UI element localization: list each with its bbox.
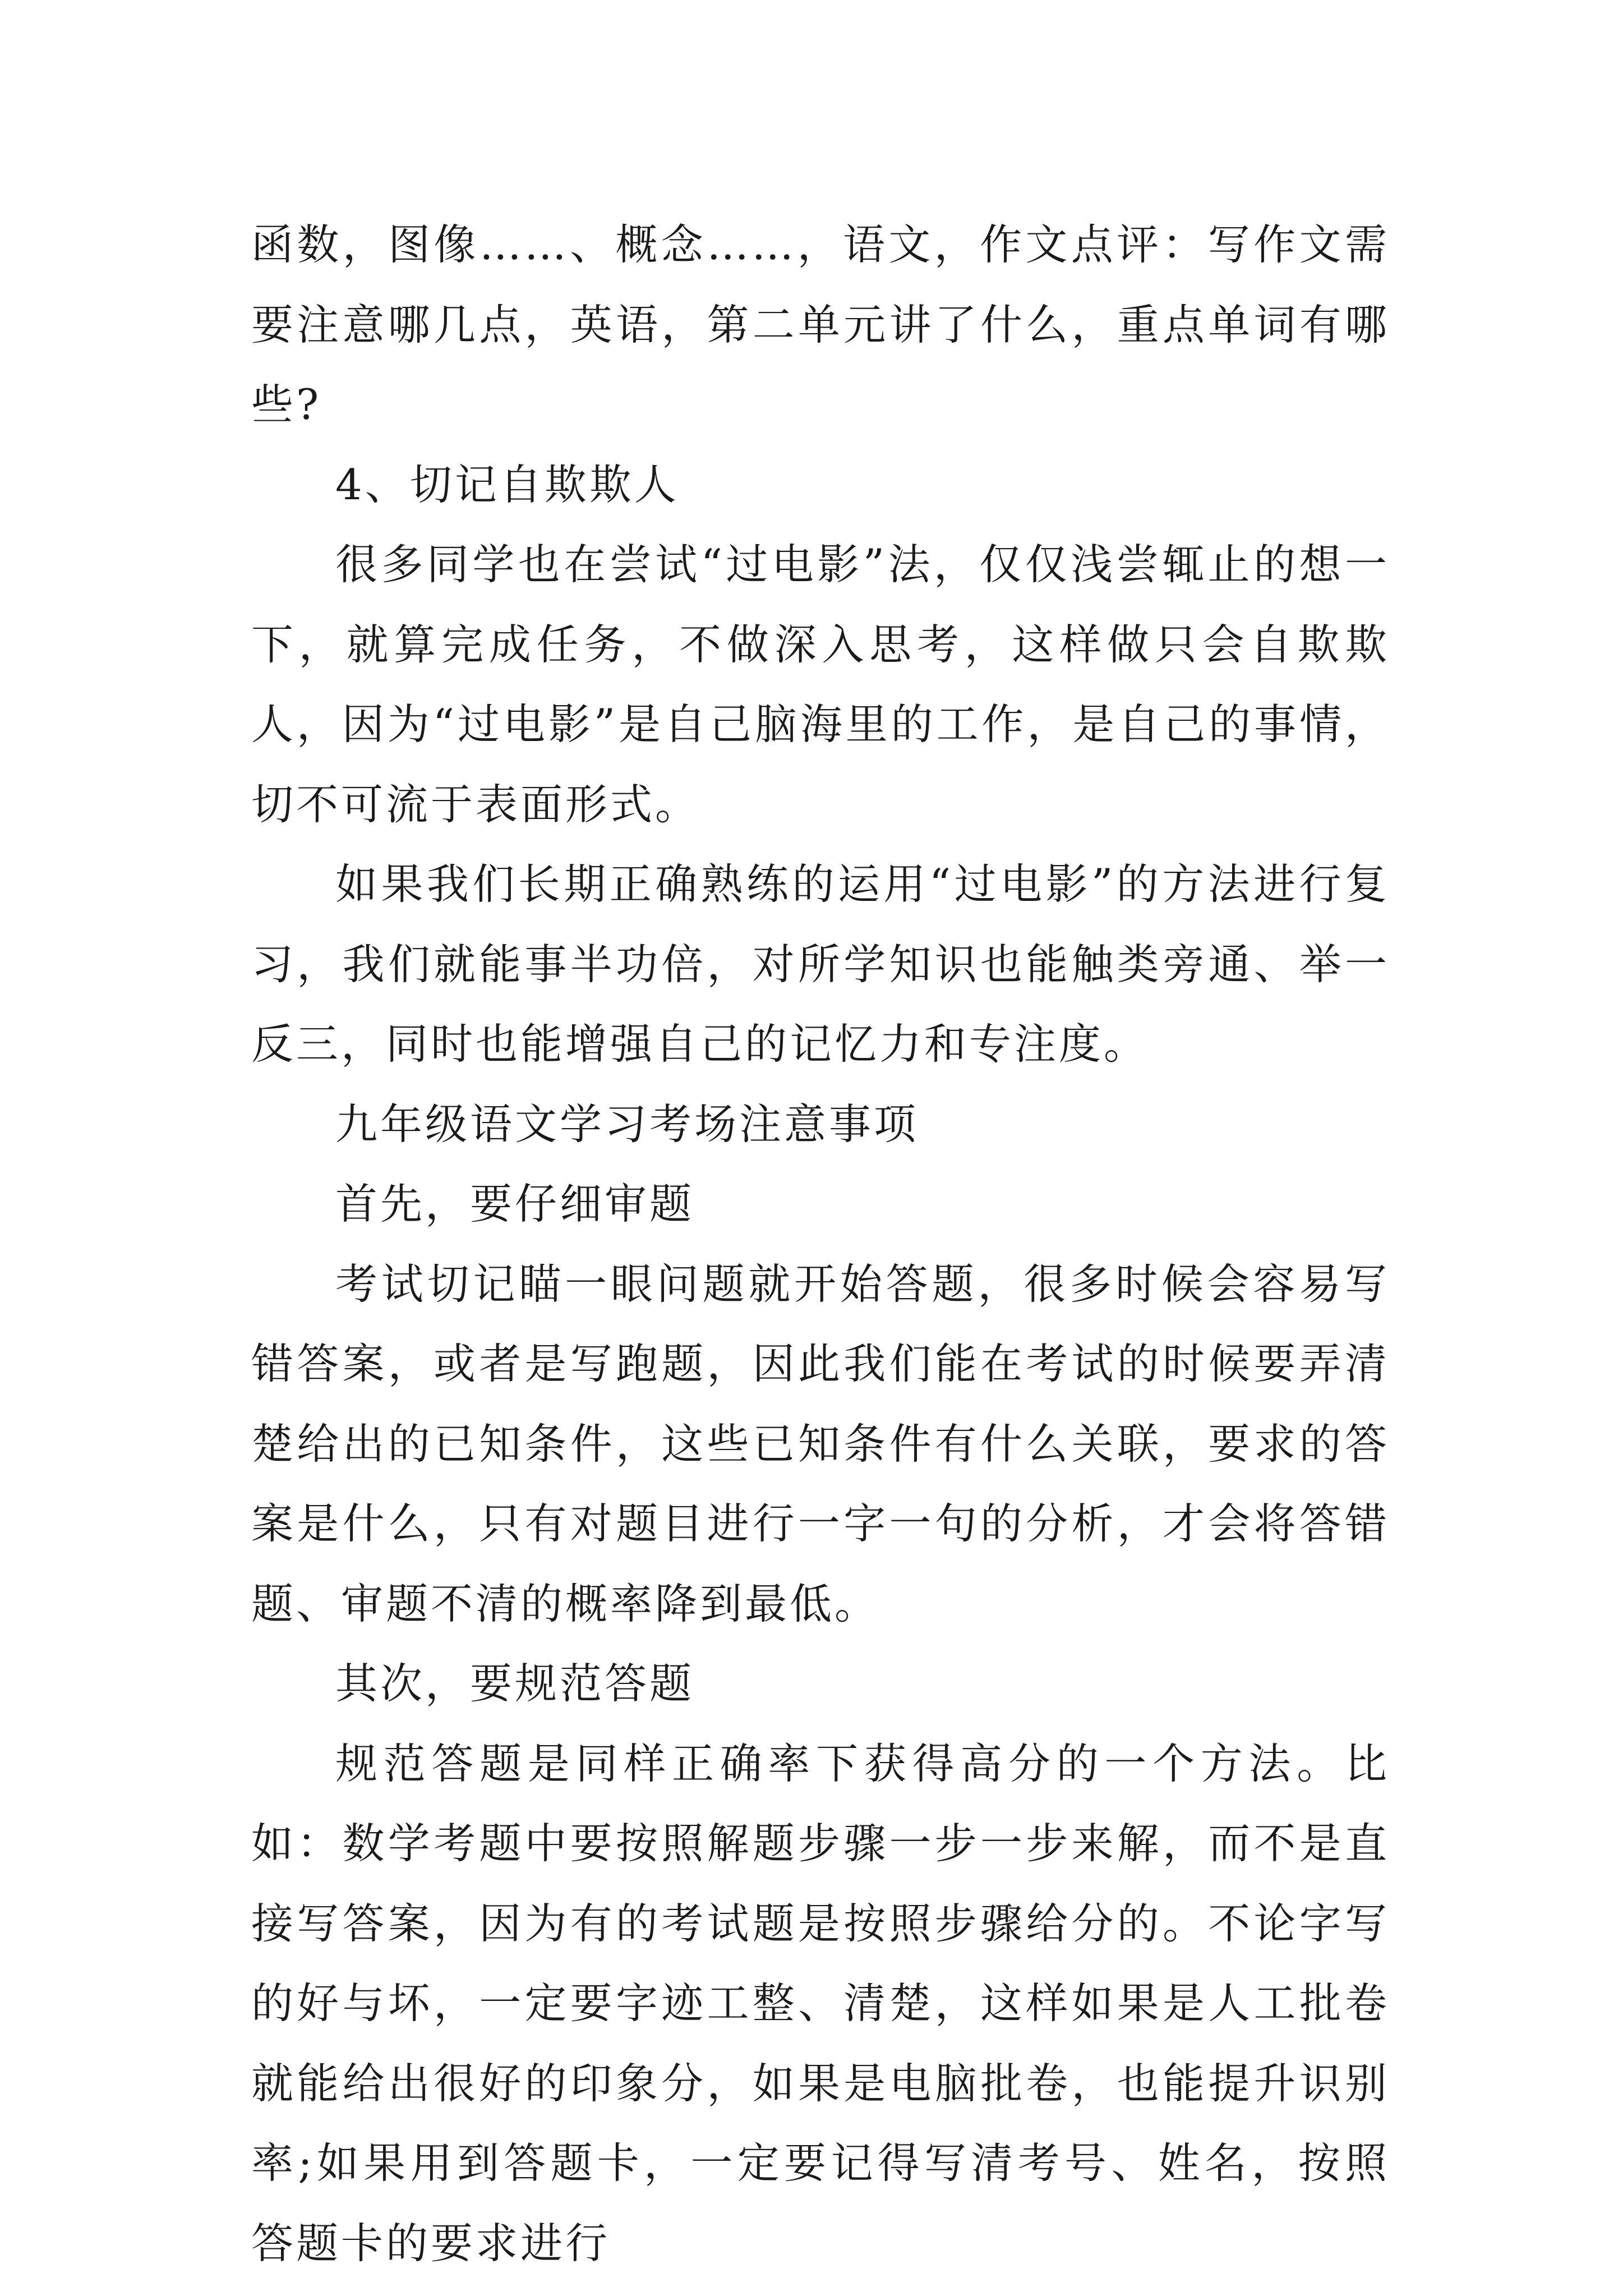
paragraph-standard-answers: 规范答题是同样正确率下获得高分的一个方法。比如：数学考题中要按照解题步骤一步一步来解，而不是直接写答案，因为有的考试题是按照步骤给分的。不论字写的好与坏，一定要字迹工整、清楚，这样如果是人工批卷就能给出很好的印象分，如果是电脑批卷，也能提升识别率;如果用到答题卡，一定要记得写清考号、姓名，按照答题卡的要求进行 <box>251 1738 1390 2268</box>
section-title: 九年级语文学习考场注意事项 <box>335 1099 919 1149</box>
paragraph-self-deception: 很多同学也在尝试“过电影”法，仅仅浅尝辄止的想一下，就算完成任务，不做深入思考，这样做只会自欺欺人，因为“过电影”是自己脑海里的工作，是自己的事情，切不可流于表面形式。 <box>251 540 1390 829</box>
document-body <box>251 205 1390 2283</box>
heading-point-4: 4、切记自欺欺人 <box>335 459 679 509</box>
paragraph-continuation: 函数，图像……、概念……，语文，作文点评：写作文需要注意哪几点，英语，第二单元讲了什么，重点单词有哪些? <box>251 220 1390 429</box>
heading-first: 首先，要仔细审题 <box>335 1179 695 1228</box>
paragraph-review-method: 如果我们长期正确熟练的运用“过电影”的方法进行复习，我们就能事半功倍，对所学知识也能触类旁通、举一反三，同时也能增强自己的记忆力和专注度。 <box>251 859 1390 1069</box>
heading-second: 其次，要规范答题 <box>335 1659 695 1708</box>
paragraph-read-carefully: 考试切记瞄一眼问题就开始答题，很多时候会容易写错答案，或者是写跑题，因此我们能在考试的时候要弄清楚给出的已知条件，这些已知条件有什么关联，要求的答案是什么，只有对题目进行一字一句的分析，才会将答错题、审题不清的概率降到最低。 <box>251 1259 1390 1628</box>
